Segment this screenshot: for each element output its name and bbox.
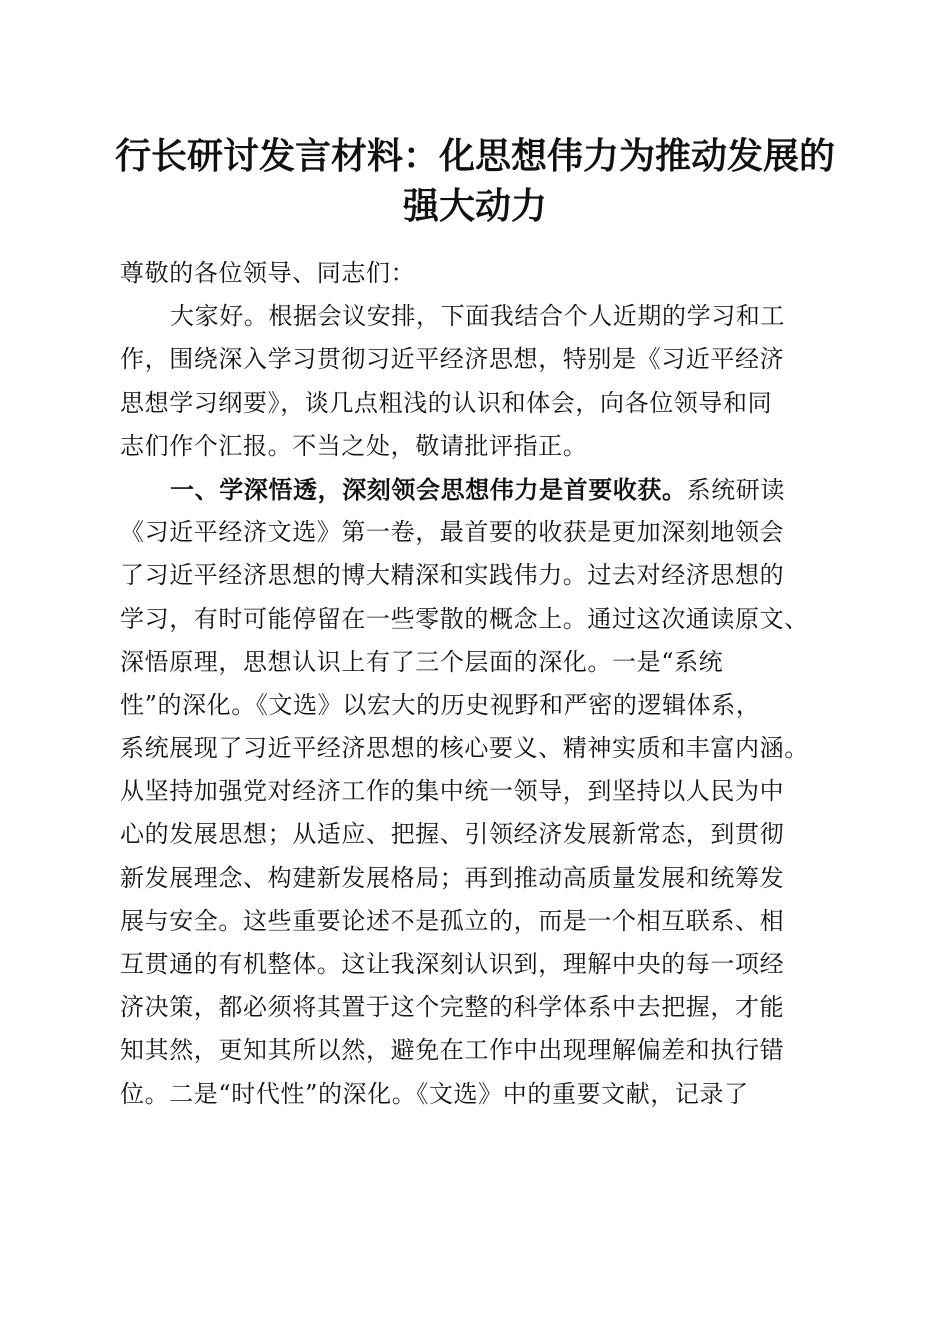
paragraph-line: 学习，有时可能停留在一些零散的概念上。通过这次通读原文、	[120, 604, 809, 633]
paragraph-line: 思想学习纲要》，谈几点粗浅的认识和体会，向各位领导和同	[120, 388, 773, 417]
paragraph-line: 知其然，更知其所以然，避免在工作中出现理解偏差和执行错	[120, 1036, 785, 1065]
section-1-paragraph	[120, 468, 840, 1116]
paragraph-line: 大家好。根据会议安排，下面我结合个人近期的学习和工	[170, 302, 785, 331]
paragraph-line: 位。二是“时代性”的深化。《文选》中的重要文献，记录了	[120, 1079, 749, 1108]
title-line: 行长研讨发言材料：化思想伟力为推动发展的	[114, 136, 835, 177]
section-text: 系统研读	[686, 475, 786, 504]
paragraph-line: 展与安全。这些重要论述不是孤立的，而是一个相互联系、相	[120, 906, 785, 935]
document-title	[110, 132, 840, 232]
salutation: 尊敬的各位领导、同志们：	[120, 259, 416, 287]
document-body	[120, 252, 840, 1116]
paragraph-line: 新发展理念、构建新发展格局；再到推动高质量发展和统筹发	[120, 863, 785, 892]
intro-paragraph	[120, 295, 840, 468]
paragraph-line: 性”的深化。《文选》以宏大的历史视野和严密的逻辑体系，	[120, 690, 761, 719]
paragraph-line: 了习近平经济思想的博大精深和实践伟力。过去对经济思想的	[120, 561, 785, 590]
paragraph-line: 《习近平经济文选》第一卷，最首要的收获是更加深刻地领会	[120, 518, 785, 547]
paragraph-line: 志们作个汇报。不当之处，敬请批评指正。	[120, 431, 588, 460]
paragraph-line: 作，围绕深入学习贯彻习近平经济思想，特别是《习近平经济	[120, 345, 785, 374]
paragraph-line: 心的发展思想；从适应、把握、引领经济发展新常态，到贯彻	[120, 820, 785, 849]
title-line: 强大动力	[402, 186, 547, 227]
paragraph-line: 互贯通的有机整体。这让我深刻认识到，理解中央的每一项经	[120, 950, 785, 978]
paragraph-line: 济决策，都必须将其置于这个完整的科学体系中去把握，才能	[120, 993, 785, 1022]
paragraph-line	[120, 468, 840, 511]
section-heading: 一、学深悟透，深刻领会思想伟力是首要收获。	[170, 474, 687, 504]
paragraph-line: 从坚持加强党对经济工作的集中统一领导，到坚持以人民为中	[120, 777, 785, 806]
paragraph-line: 深悟原理，思想认识上有了三个层面的深化。一是“系统	[120, 647, 724, 676]
paragraph-line: 系统展现了习近平经济思想的核心要义、精神实质和丰富内涵。	[120, 734, 809, 763]
